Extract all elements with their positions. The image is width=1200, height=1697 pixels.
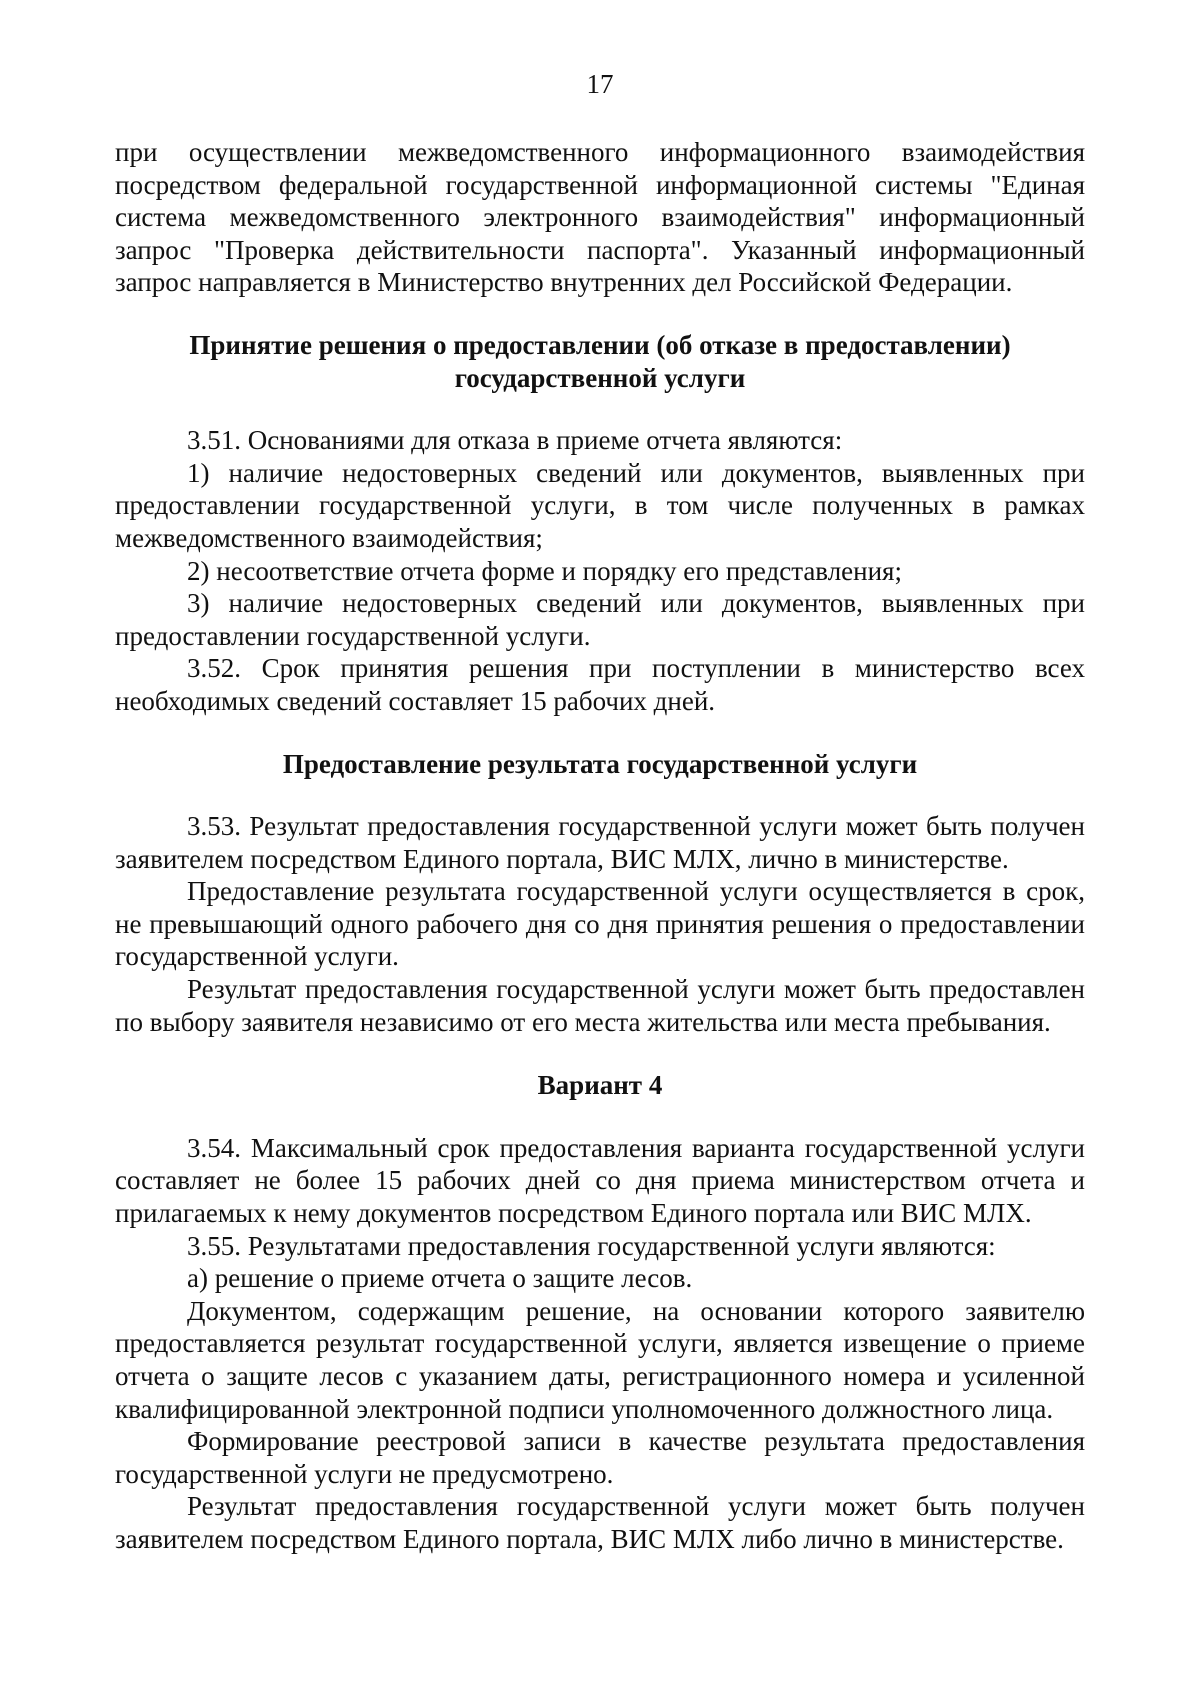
page-number: 17	[586, 69, 614, 99]
heading-line: государственной услуги	[454, 362, 746, 393]
list-item-1: 1) наличие недостоверных сведений или документов, выявленных при предоставлении государственной услуги, в том числе полученных в рамках межведомственного взаимодействия;	[115, 457, 1085, 553]
paragraph-3-52: 3.52. Срок принятия решения при поступлении в министерство всех необходимых сведений составляет 15 рабочих дней.	[115, 653, 1085, 716]
section-heading-decision	[115, 329, 1085, 394]
paragraph: Предоставление результата государственной услуги осуществляется в срок, не превышающий одного рабочего дня со дня принятия решения о предоставлении государственной услуги.	[115, 876, 1085, 972]
paragraph: Результат предоставления государственной услуги может быть получен заявителем посредством Единого портала, ВИС МЛХ либо лично в министерстве.	[115, 1491, 1085, 1554]
paragraph: Документом, содержащим решение, на основании которого заявителю предоставляется результат государственной услуги, является извещение о приеме отчета о защите лесов с указанием даты, регистрационного номера и усиленной квалифицированной электронной подписи уполномоченного должностного лица.	[115, 1295, 1085, 1424]
section-heading-result	[115, 748, 1085, 781]
paragraph: Результат предоставления государственной услуги может быть предоставлен по выбору заявителя независимо от его места жительства или места пребывания.	[115, 974, 1085, 1037]
paragraph-3-53: 3.53. Результат предоставления государственной услуги может быть получен заявителем посредством Единого портала, ВИС МЛХ, лично в министерстве.	[115, 811, 1085, 874]
paragraph-3-54: 3.54. Максимальный срок предоставления варианта государственной услуги составляет не более 15 рабочих дней со дня приема министерством отчета и прилагаемых к нему документов посредством Единого портала или ВИС МЛХ.	[115, 1132, 1085, 1229]
list-item-3: 3) наличие недостоверных сведений или документов, выявленных при предоставлении государственной услуги.	[115, 588, 1085, 651]
paragraph-3-51: 3.51. Основаниями для отказа в приеме отчета являются:	[187, 425, 843, 456]
heading-line: Предоставление результата государственной услуги	[282, 748, 918, 779]
heading-line: Принятие решения о предоставлении (об отказе в предоставлении)	[189, 329, 1011, 360]
paragraph-3-55: 3.55. Результатами предоставления государственной услуги являются:	[187, 1230, 996, 1261]
heading-line: Вариант 4	[537, 1070, 663, 1101]
intro-paragraph: при осуществлении межведомственного информационного взаимодействия посредством федеральной государственной информационной системы "Единая система межведомственного электронного взаимодействия" информационный запрос "Проверка действительности паспорта". Указанный информационный запрос направляется в Министерство внутренних дел Российской Федерации.	[115, 137, 1085, 298]
list-item-2: 2) несоответствие отчета форме и порядку его представления;	[187, 555, 902, 586]
document-body	[115, 136, 1085, 1556]
paragraph: Формирование реестровой записи в качестве результата предоставления государственной услуги не предусмотрено.	[115, 1426, 1085, 1489]
section-heading-variant-4	[115, 1069, 1085, 1102]
list-item-a: а) решение о приеме отчета о защите лесов.	[187, 1263, 693, 1294]
